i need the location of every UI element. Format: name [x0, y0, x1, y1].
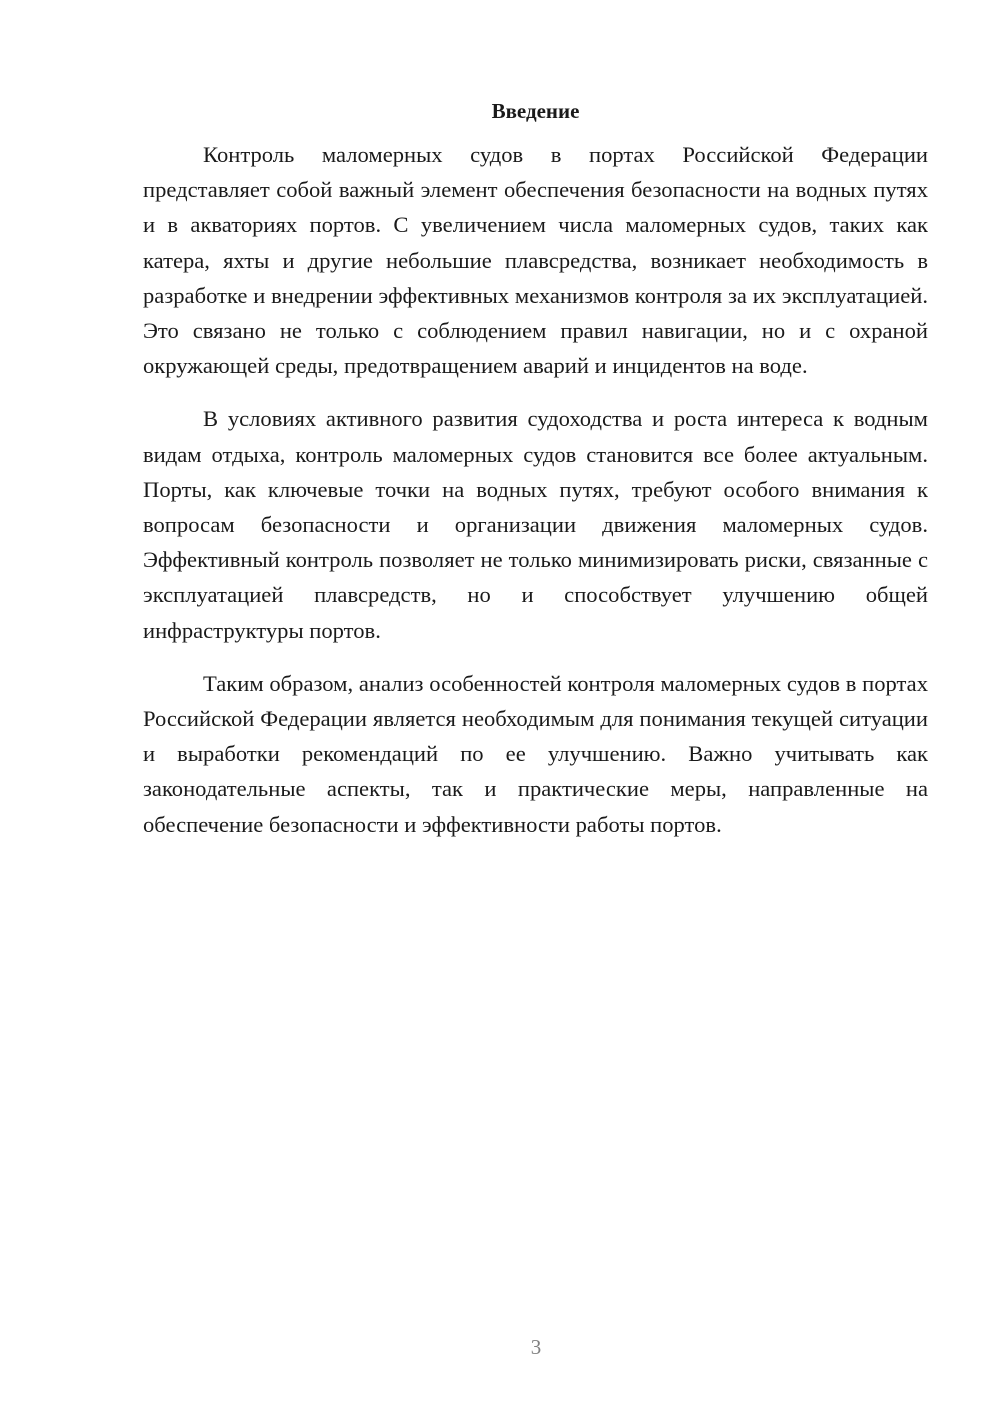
paragraph-3: Таким образом, анализ особенностей контроля маломерных судов в портах Российской Федерации является необходимым для понимания текущей ситуации и выработки рекомендаций по ее улучшению. Важно учитывать как законодательные аспекты, так и практические меры, направленные на обеспечение безопасности и эффективности работы портов.: [143, 670, 928, 837]
section-heading: Введение: [491, 99, 580, 123]
paragraph-2: В условиях активного развития судоходства и роста интереса к водным видам отдыха, контроль маломерных судов становится все более актуальным. Порты, как ключевые точки на водных путях, требуют особого внимания к вопросам безопасности и организации движения маломерных судов. Эффективный контроль позволяет не только минимизировать риски, связанные с эксплуатацией плавсредств, но и способствует улучшению общей инфраструктуры портов.: [143, 406, 928, 643]
page-number: 3: [530, 1335, 542, 1359]
paragraph-1: Контроль маломерных судов в портах Российской Федерации представляет собой важный элемент обеспечения безопасности на водных путях и в акваториях портов. С увеличением числа маломерных судов, таких как катера, яхты и другие небольшие плавсредства, возникает необходимость в разработке и внедрении эффективных механизмов контроля за их эксплуатацией. Это связано не только с соблюдением правил навигации, но и с охраной окружающей среды, предотвращением аварий и инцидентов на воде.: [143, 142, 928, 379]
page-content: [143, 96, 928, 860]
